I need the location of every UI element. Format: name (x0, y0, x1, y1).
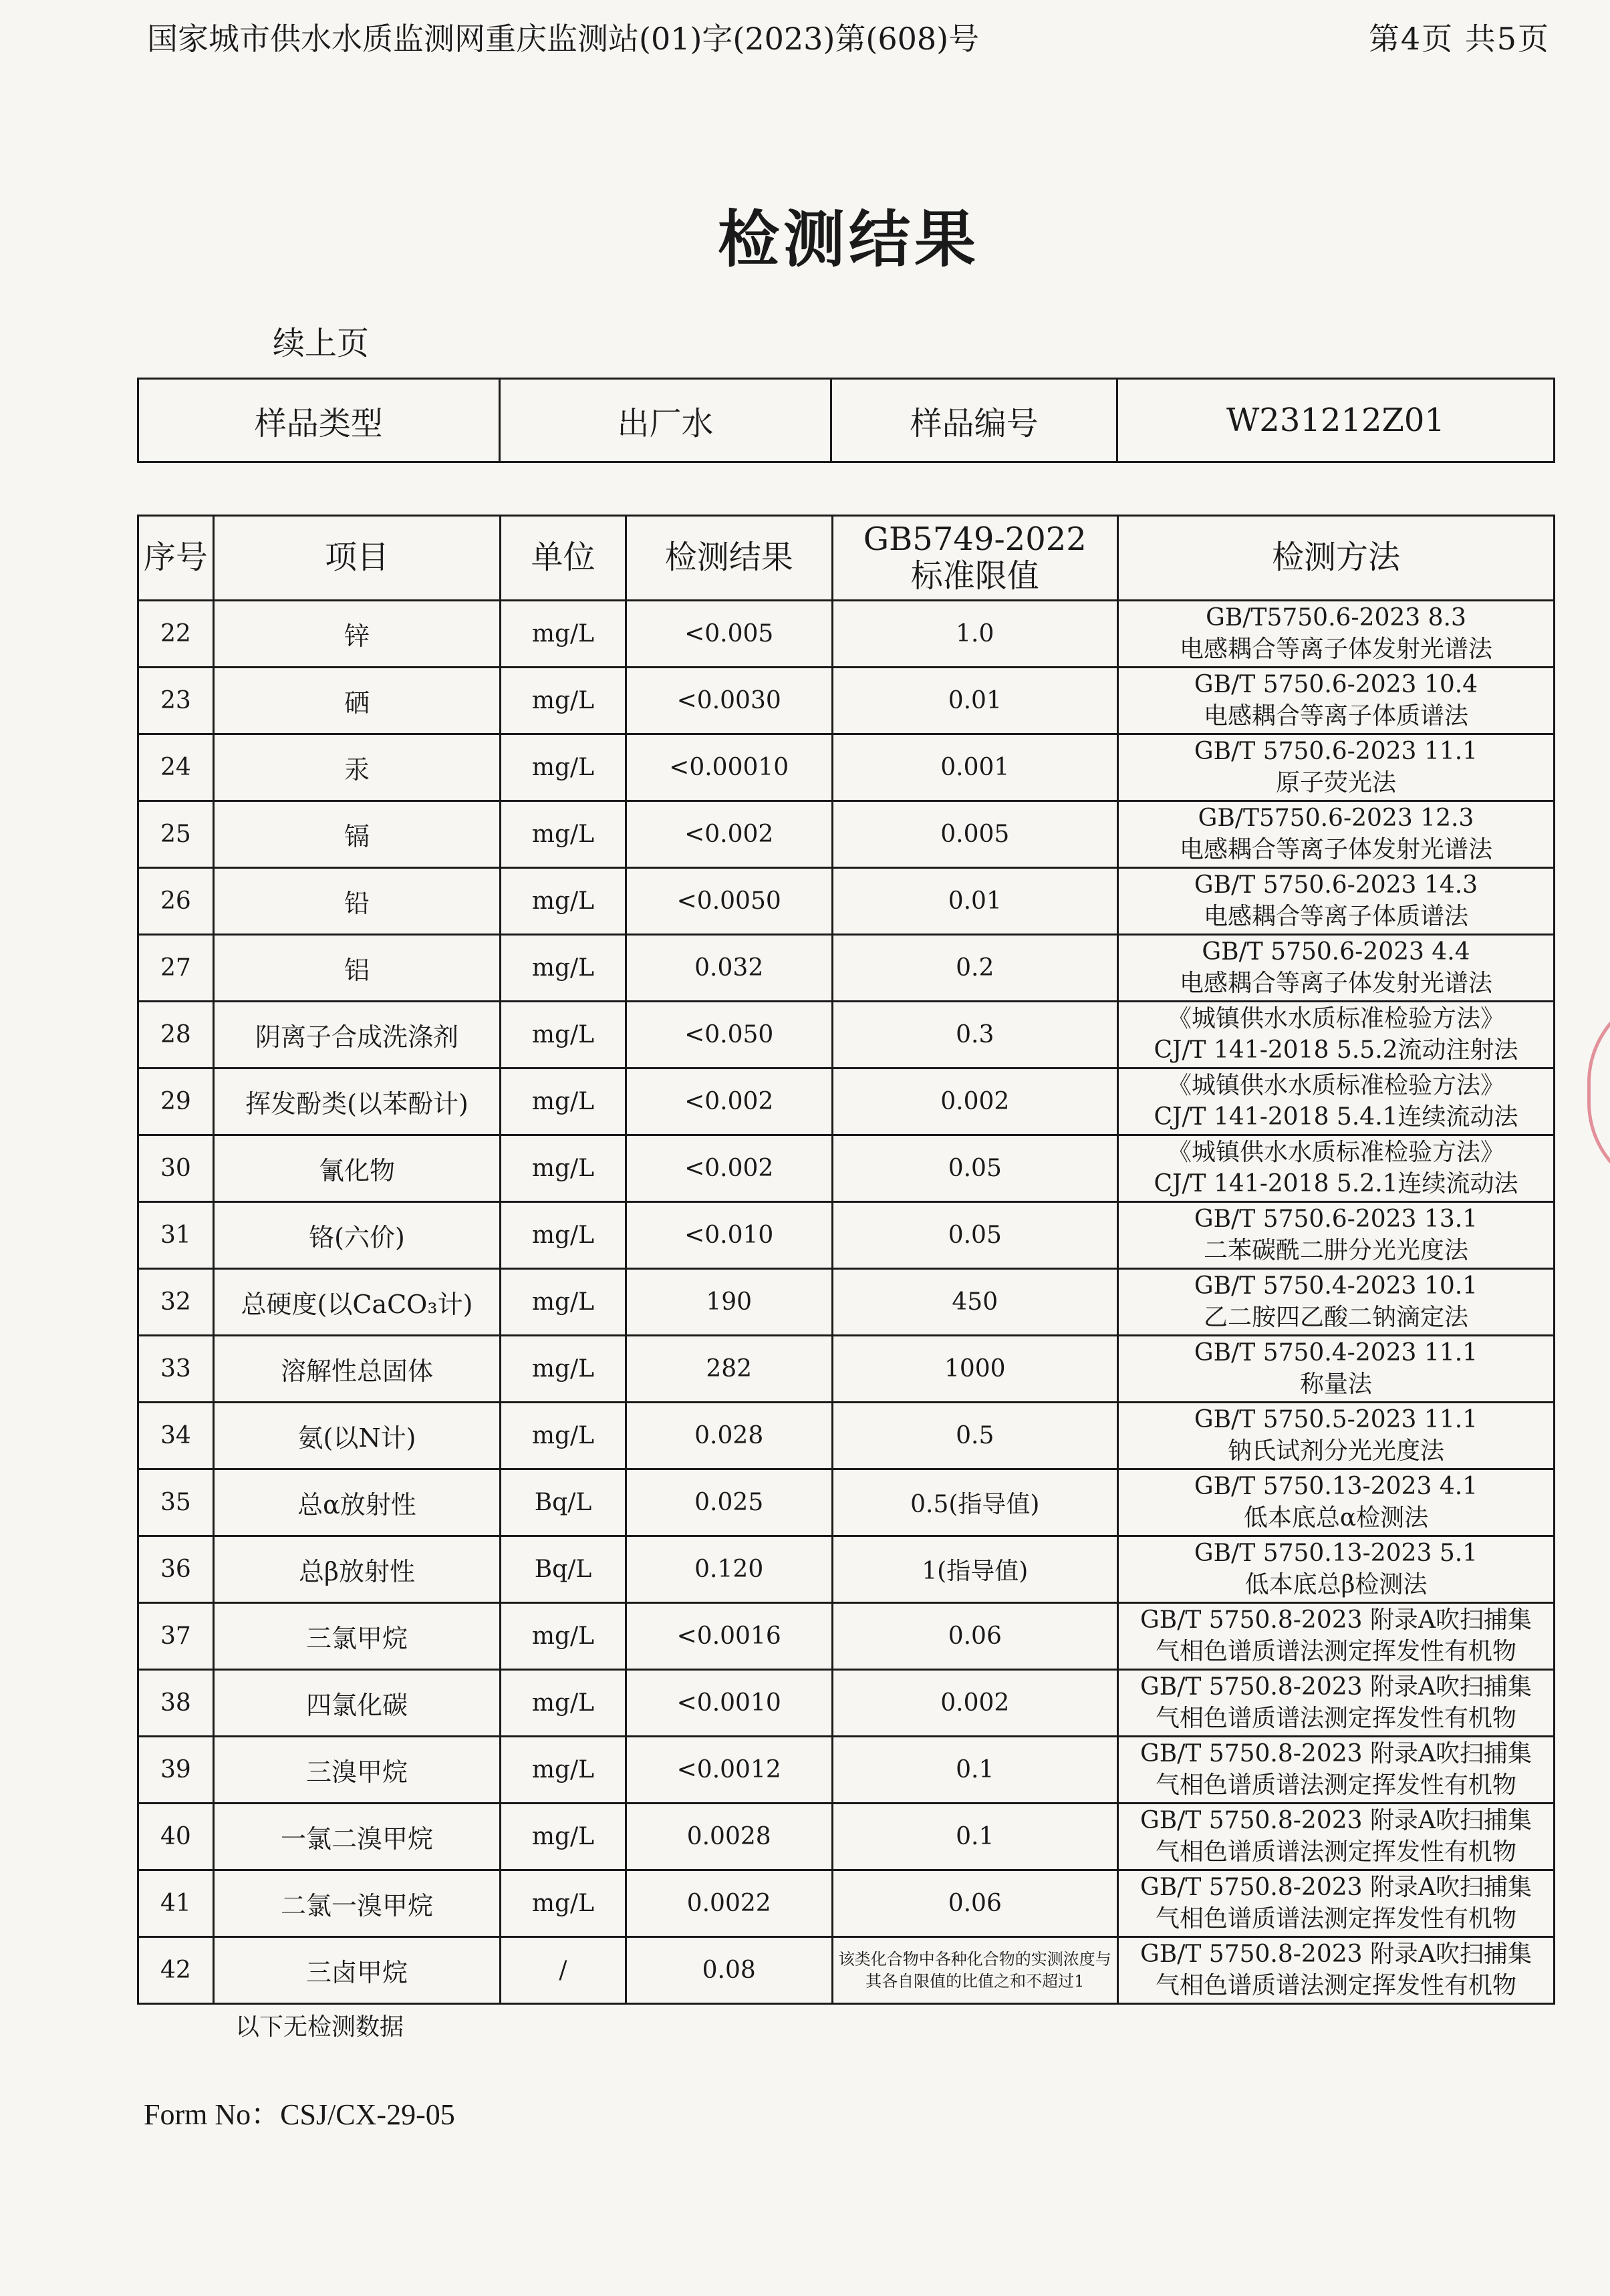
col-header-limit-label: 标准限值 (910, 557, 1039, 595)
row-unit: mg/L (501, 1737, 626, 1804)
page-header (147, 15, 1550, 61)
row-method-standard: GB/T 5750.8-2023 附录A吹扫捕集 (1140, 1606, 1532, 1634)
form-number: Form No：CSJ/CX-29-05 (144, 2098, 455, 2131)
row-item: 三氯甲烷 (213, 1603, 500, 1670)
row-item: 溶解性总固体 (213, 1336, 500, 1403)
row-limit: 0.002 (832, 1068, 1117, 1135)
row-method (1118, 1870, 1555, 1937)
row-method-name: 气相色谱质谱法测定挥发性有机物 (1155, 1838, 1516, 1866)
row-item: 总α放射性 (213, 1469, 500, 1536)
row-method-standard: GB/T5750.6-2023 12.3 (1198, 804, 1474, 832)
row-result: 0.028 (626, 1403, 832, 1469)
row-method (1118, 1603, 1555, 1670)
row-item: 硒 (213, 668, 500, 734)
row-method-name: 原子荧光法 (1275, 768, 1396, 797)
row-item: 阴离子合成洗涤剂 (213, 1002, 500, 1068)
row-method-standard: GB/T 5750.8-2023 附录A吹扫捕集 (1140, 1873, 1532, 1901)
row-limit: 0.005 (832, 801, 1117, 868)
row-method-standard: GB/T 5750.6-2023 4.4 (1202, 938, 1470, 966)
row-method-name: 气相色谱质谱法测定挥发性有机物 (1155, 1904, 1516, 1932)
continued-label: 续上页 (273, 325, 370, 362)
table-row (138, 1870, 1555, 1937)
row-no: 37 (138, 1603, 214, 1670)
page-indicator: 第4页 共5页 (1368, 21, 1550, 57)
row-method-name: 电感耦合等离子体发射光谱法 (1179, 969, 1492, 997)
row-method-name: CJ/T 141-2018 5.4.1连续流动法 (1154, 1103, 1518, 1131)
row-limit: 0.002 (832, 1670, 1117, 1737)
row-limit: 0.2 (832, 935, 1117, 1002)
row-limit: 0.01 (832, 868, 1117, 935)
row-method-name: 气相色谱质谱法测定挥发性有机物 (1155, 1971, 1516, 1999)
table-row (138, 1469, 1555, 1536)
row-limit: 1(指导值) (832, 1536, 1117, 1603)
row-method (1118, 1670, 1555, 1737)
row-unit: mg/L (501, 1603, 626, 1670)
row-method-name: 低本底总β检测法 (1244, 1570, 1428, 1598)
row-no: 39 (138, 1737, 214, 1804)
row-no: 31 (138, 1202, 214, 1269)
bleed-through-text (642, 134, 652, 170)
row-method-name: 气相色谱质谱法测定挥发性有机物 (1155, 1704, 1516, 1732)
row-limit: 0.01 (832, 668, 1117, 734)
row-unit: mg/L (501, 668, 626, 734)
row-method-standard: GB/T 5750.13-2023 5.1 (1194, 1539, 1478, 1567)
row-method-name: CJ/T 141-2018 5.5.2流动注射法 (1154, 1036, 1518, 1064)
row-unit: mg/L (501, 1670, 626, 1737)
row-unit: mg/L (501, 601, 626, 668)
row-item: 铬(六价) (213, 1202, 500, 1269)
sample-type-label: 样品类型 (138, 379, 500, 462)
table-row (138, 1135, 1555, 1202)
row-result: 0.032 (626, 935, 832, 1002)
row-method-standard: GB/T 5750.4-2023 11.1 (1194, 1338, 1478, 1367)
row-item: 一氯二溴甲烷 (213, 1804, 500, 1870)
col-header-no: 序号 (138, 516, 214, 601)
row-result: 0.0022 (626, 1870, 832, 1937)
row-method (1118, 1068, 1555, 1135)
row-result: 190 (626, 1269, 832, 1336)
row-method-name: 电感耦合等离子体质谱法 (1203, 902, 1468, 930)
row-limit: 0.3 (832, 1002, 1117, 1068)
row-unit: mg/L (501, 1403, 626, 1469)
row-no: 24 (138, 734, 214, 801)
row-result: 0.120 (626, 1536, 832, 1603)
row-no: 34 (138, 1403, 214, 1469)
row-method-name: 电感耦合等离子体发射光谱法 (1179, 835, 1492, 863)
table-header-row (138, 516, 1555, 601)
official-seal (1587, 989, 1610, 1196)
row-item: 铝 (213, 935, 500, 1002)
row-method-name: 乙二胺四乙酸二钠滴定法 (1203, 1303, 1468, 1331)
row-method-name: 电感耦合等离子体发射光谱法 (1179, 635, 1492, 663)
row-method-name: CJ/T 141-2018 5.2.1连续流动法 (1154, 1169, 1518, 1197)
row-no: 38 (138, 1670, 214, 1737)
row-no: 35 (138, 1469, 214, 1536)
row-item: 锌 (213, 601, 500, 668)
row-method (1118, 601, 1555, 668)
table-row (138, 601, 1555, 668)
table-row (138, 1670, 1555, 1737)
table-row (138, 1603, 1555, 1670)
row-unit: mg/L (501, 1135, 626, 1202)
row-method-standard: GB/T 5750.8-2023 附录A吹扫捕集 (1140, 1806, 1532, 1834)
row-method-standard: GB/T 5750.6-2023 11.1 (1194, 737, 1478, 765)
row-limit: 0.5 (832, 1403, 1117, 1469)
row-method (1118, 1269, 1555, 1336)
row-result: 282 (626, 1336, 832, 1403)
table-row (138, 935, 1555, 1002)
row-result: <0.0016 (626, 1603, 832, 1670)
row-method-standard: GB/T 5750.4-2023 10.1 (1194, 1272, 1478, 1300)
row-item: 三卤甲烷 (213, 1937, 500, 2004)
row-no: 41 (138, 1870, 214, 1937)
report-number: 国家城市供水水质监测网重庆监测站(01)字(2023)第(608)号 (147, 21, 980, 57)
row-limit: 该类化合物中各种化合物的实测浓度与其各自限值的比值之和不超过1 (832, 1937, 1117, 2004)
row-limit: 450 (832, 1269, 1117, 1336)
col-header-method: 检测方法 (1118, 516, 1555, 601)
sample-info-table (137, 378, 1555, 463)
row-method-standard: 《城镇供水水质标准检验方法》 (1167, 1004, 1504, 1032)
row-result: 0.025 (626, 1469, 832, 1536)
table-row (138, 1202, 1555, 1269)
row-result: <0.010 (626, 1202, 832, 1269)
row-no: 29 (138, 1068, 214, 1135)
row-method-standard: 《城镇供水水质标准检验方法》 (1167, 1071, 1504, 1099)
row-method-standard: GB/T 5750.8-2023 附录A吹扫捕集 (1140, 1940, 1532, 1968)
row-limit: 0.05 (832, 1135, 1117, 1202)
sample-no-value: W231212Z01 (1117, 379, 1554, 462)
table-row (138, 1536, 1555, 1603)
row-method-standard: GB/T 5750.8-2023 附录A吹扫捕集 (1140, 1673, 1532, 1701)
page-title: 检测结果 (717, 203, 980, 275)
row-result: <0.002 (626, 1068, 832, 1135)
table-row (138, 1403, 1555, 1469)
row-unit: mg/L (501, 734, 626, 801)
row-no: 32 (138, 1269, 214, 1336)
row-item: 镉 (213, 801, 500, 868)
sample-type-value: 出厂水 (499, 379, 831, 462)
row-item: 四氯化碳 (213, 1670, 500, 1737)
row-item: 氨(以N计) (213, 1403, 500, 1469)
row-item: 三溴甲烷 (213, 1737, 500, 1804)
table-row (138, 1269, 1555, 1336)
row-result: <0.002 (626, 801, 832, 868)
row-unit: mg/L (501, 1804, 626, 1870)
row-method (1118, 668, 1555, 734)
table-row (138, 1002, 1555, 1068)
row-method (1118, 1469, 1555, 1536)
row-method (1118, 1336, 1555, 1403)
row-result: <0.0030 (626, 668, 832, 734)
table-row (138, 1937, 1555, 2004)
row-result: <0.0050 (626, 868, 832, 935)
row-no: 28 (138, 1002, 214, 1068)
row-result: 0.08 (626, 1937, 832, 2004)
row-unit: mg/L (501, 1269, 626, 1336)
row-unit: mg/L (501, 1870, 626, 1937)
table-row (138, 1336, 1555, 1403)
row-item: 汞 (213, 734, 500, 801)
row-result: <0.002 (626, 1135, 832, 1202)
no-more-data-note: 以下无检测数据 (235, 2013, 404, 2041)
row-no: 22 (138, 601, 214, 668)
row-item: 总硬度(以CaCO₃计) (213, 1269, 500, 1336)
row-limit: 0.06 (832, 1603, 1117, 1670)
row-result: <0.0010 (626, 1670, 832, 1737)
row-method-name: 气相色谱质谱法测定挥发性有机物 (1155, 1771, 1516, 1799)
col-header-unit: 单位 (501, 516, 626, 601)
row-limit: 0.5(指导值) (832, 1469, 1117, 1536)
row-method-standard: GB/T 5750.8-2023 附录A吹扫捕集 (1140, 1739, 1532, 1767)
row-method (1118, 1202, 1555, 1269)
row-limit: 0.06 (832, 1870, 1117, 1937)
row-unit: mg/L (501, 1202, 626, 1269)
row-no: 42 (138, 1937, 214, 2004)
table-row (138, 801, 1555, 868)
row-no: 40 (138, 1804, 214, 1870)
row-no: 27 (138, 935, 214, 1002)
row-method-name: 称量法 (1299, 1370, 1372, 1398)
row-method-standard: GB/T 5750.6-2023 14.3 (1194, 871, 1478, 899)
row-method (1118, 1403, 1555, 1469)
row-method-standard: GB/T 5750.5-2023 11.1 (1194, 1405, 1478, 1433)
row-item: 氰化物 (213, 1135, 500, 1202)
row-unit: Bq/L (501, 1536, 626, 1603)
row-method-standard: 《城镇供水水质标准检验方法》 (1167, 1138, 1504, 1166)
row-method-name: 二苯碳酰二肼分光光度法 (1203, 1236, 1468, 1264)
row-no: 33 (138, 1336, 214, 1403)
row-limit: 0.001 (832, 734, 1117, 801)
col-header-limit (832, 516, 1117, 601)
row-method-standard: GB/T5750.6-2023 8.3 (1206, 603, 1466, 631)
row-limit: 0.1 (832, 1737, 1117, 1804)
row-unit: Bq/L (501, 1469, 626, 1536)
row-unit: mg/L (501, 868, 626, 935)
row-no: 23 (138, 668, 214, 734)
row-method (1118, 1135, 1555, 1202)
row-unit: mg/L (501, 935, 626, 1002)
row-limit: 0.05 (832, 1202, 1117, 1269)
row-result: 0.0028 (626, 1804, 832, 1870)
row-method (1118, 1737, 1555, 1804)
row-unit: mg/L (501, 1068, 626, 1135)
col-header-result: 检测结果 (626, 516, 832, 601)
row-method-name: 电感耦合等离子体质谱法 (1203, 702, 1468, 730)
row-method (1118, 868, 1555, 935)
row-method-standard: GB/T 5750.6-2023 10.4 (1194, 670, 1478, 698)
row-method (1118, 1937, 1555, 2004)
row-item: 挥发酚类(以苯酚计) (213, 1068, 500, 1135)
row-no: 30 (138, 1135, 214, 1202)
row-limit: 1.0 (832, 601, 1117, 668)
row-limit: 1000 (832, 1336, 1117, 1403)
row-limit: 0.1 (832, 1804, 1117, 1870)
row-item: 总β放射性 (213, 1536, 500, 1603)
row-unit: / (501, 1937, 626, 2004)
row-no: 26 (138, 868, 214, 935)
row-unit: mg/L (501, 801, 626, 868)
table-row (138, 1068, 1555, 1135)
results-table (137, 515, 1555, 2005)
row-method (1118, 1536, 1555, 1603)
row-unit: mg/L (501, 1002, 626, 1068)
row-result: <0.005 (626, 601, 832, 668)
row-method-standard: GB/T 5750.6-2023 13.1 (1194, 1205, 1478, 1233)
row-item: 铅 (213, 868, 500, 935)
row-method-name: 钠氏试剂分光光度法 (1227, 1437, 1444, 1465)
row-method (1118, 1804, 1555, 1870)
row-unit: mg/L (501, 1336, 626, 1403)
row-method (1118, 801, 1555, 868)
row-method-name: 气相色谱质谱法测定挥发性有机物 (1155, 1637, 1516, 1665)
row-method-name: 低本底总α检测法 (1243, 1503, 1429, 1532)
row-method-standard: GB/T 5750.13-2023 4.1 (1194, 1472, 1478, 1500)
row-result: <0.00010 (626, 734, 832, 801)
row-no: 25 (138, 801, 214, 868)
row-result: <0.050 (626, 1002, 832, 1068)
col-header-item: 项目 (213, 516, 500, 601)
table-row (138, 734, 1555, 801)
table-row (138, 1737, 1555, 1804)
row-method (1118, 935, 1555, 1002)
row-item: 二氯一溴甲烷 (213, 1870, 500, 1937)
row-result: <0.0012 (626, 1737, 832, 1804)
table-row (138, 668, 1555, 734)
row-no: 36 (138, 1536, 214, 1603)
table-row (138, 1804, 1555, 1870)
table-row (138, 868, 1555, 935)
row-method (1118, 734, 1555, 801)
col-header-limit-standard: GB5749-2022 (863, 520, 1087, 558)
row-method (1118, 1002, 1555, 1068)
sample-no-label: 样品编号 (831, 379, 1117, 462)
